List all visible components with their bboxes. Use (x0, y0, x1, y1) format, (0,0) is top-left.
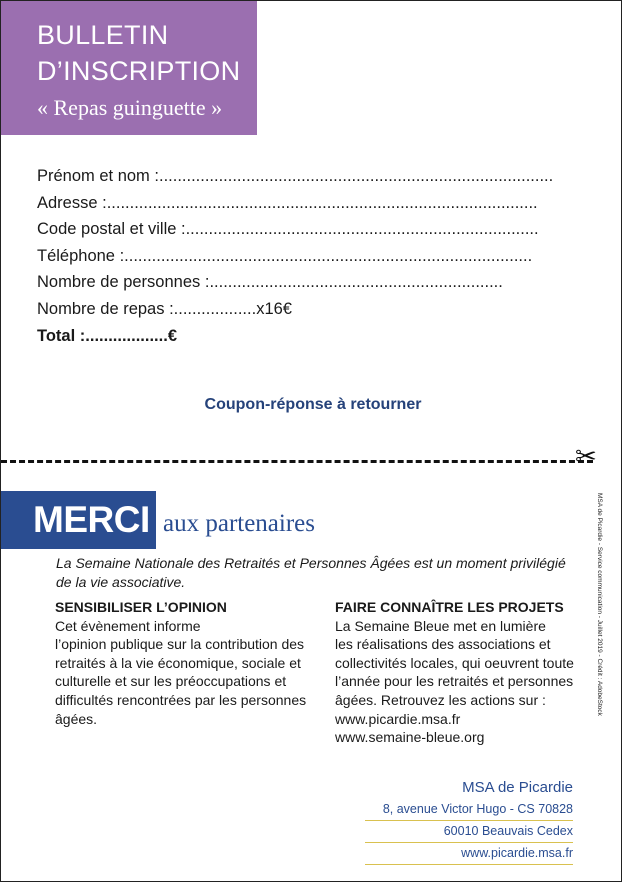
side-credit: MSA de Picardie - Service communication - Juillet 2019 - Crédit : AdobeStock (596, 493, 603, 716)
header-banner (1, 1, 257, 135)
total-label: Total : (37, 326, 86, 345)
total-currency: € (167, 326, 177, 345)
partners-heading: aux partenaires (163, 510, 316, 537)
address-field[interactable] (37, 190, 577, 217)
postal-city-label: Code postal et ville : (37, 220, 186, 239)
name-label: Prénom et nom : (37, 167, 159, 185)
people-count-label: Nombre de personnes : (37, 273, 210, 292)
awareness-text: Cet évènement informe l’opinion publique sur la contribution des retraités à la vie économique, sociale et culturelle et sur les préoccupations et difficultés rencontrées par les personnes âgées. (55, 617, 307, 727)
total-dots: .................. (85, 326, 168, 345)
cut-line (1, 460, 593, 463)
name-dots: ...................................................................................... (158, 167, 554, 185)
postal-city-dots: ............................................................................. (185, 220, 539, 239)
postal-address: 8, avenue Victor Hugo - CS 70828 (365, 799, 573, 821)
phone-field[interactable] (37, 243, 577, 270)
postal-city-field[interactable] (37, 216, 577, 243)
people-count-dots: ................................................................ (209, 273, 503, 292)
people-count-field[interactable] (37, 269, 577, 296)
projects-text: La Semaine Bleue met en lumière les réalisations des associations et collectivités locales, qui oeuvrent toute l’année pour les retraités et personnes âgées. Retrouvez les actions sur : www.picardie.msa.fr www.semaine-bleue.org (335, 617, 574, 746)
intro-text: La Semaine Nationale des Retraités et Personnes Âgées est un moment privilégié de la vie associative. (56, 555, 566, 590)
projects-heading: FAIRE CONNAÎTRE LES PROJETS (335, 599, 564, 615)
org-name: MSA de Picardie (462, 779, 573, 796)
merci-banner: MERCI (1, 491, 156, 549)
city-line: 60010 Beauvais Cedex (365, 821, 573, 843)
title-line-1: BULLETIN (37, 20, 169, 50)
title-line-2: D’INSCRIPTION (37, 56, 241, 86)
address-dots: .............................................................................................. (106, 193, 538, 212)
registration-form (37, 163, 577, 349)
awareness-heading: SENSIBILISER L’OPINION (55, 599, 227, 615)
address-label: Adresse : (37, 193, 107, 212)
phone-dots: ......................................................................................... (124, 246, 533, 265)
name-field[interactable] (37, 163, 577, 190)
phone-label: Téléphone : (37, 246, 125, 265)
total-field[interactable] (37, 323, 577, 350)
meal-price: x16€ (256, 299, 292, 318)
scissors-icon: ✂ (575, 441, 597, 471)
meals-count-dots: .................. (173, 299, 257, 318)
projects-column (335, 598, 597, 747)
website-link[interactable]: www.picardie.msa.fr (365, 843, 573, 865)
event-subtitle: « Repas guinguette » (37, 95, 223, 120)
awareness-column (55, 598, 317, 728)
meals-count-field[interactable] (37, 296, 577, 323)
contact-footer (365, 777, 573, 865)
coupon-caption: Coupon-réponse à retourner (204, 396, 422, 413)
meals-count-label: Nombre de repas : (37, 299, 174, 318)
